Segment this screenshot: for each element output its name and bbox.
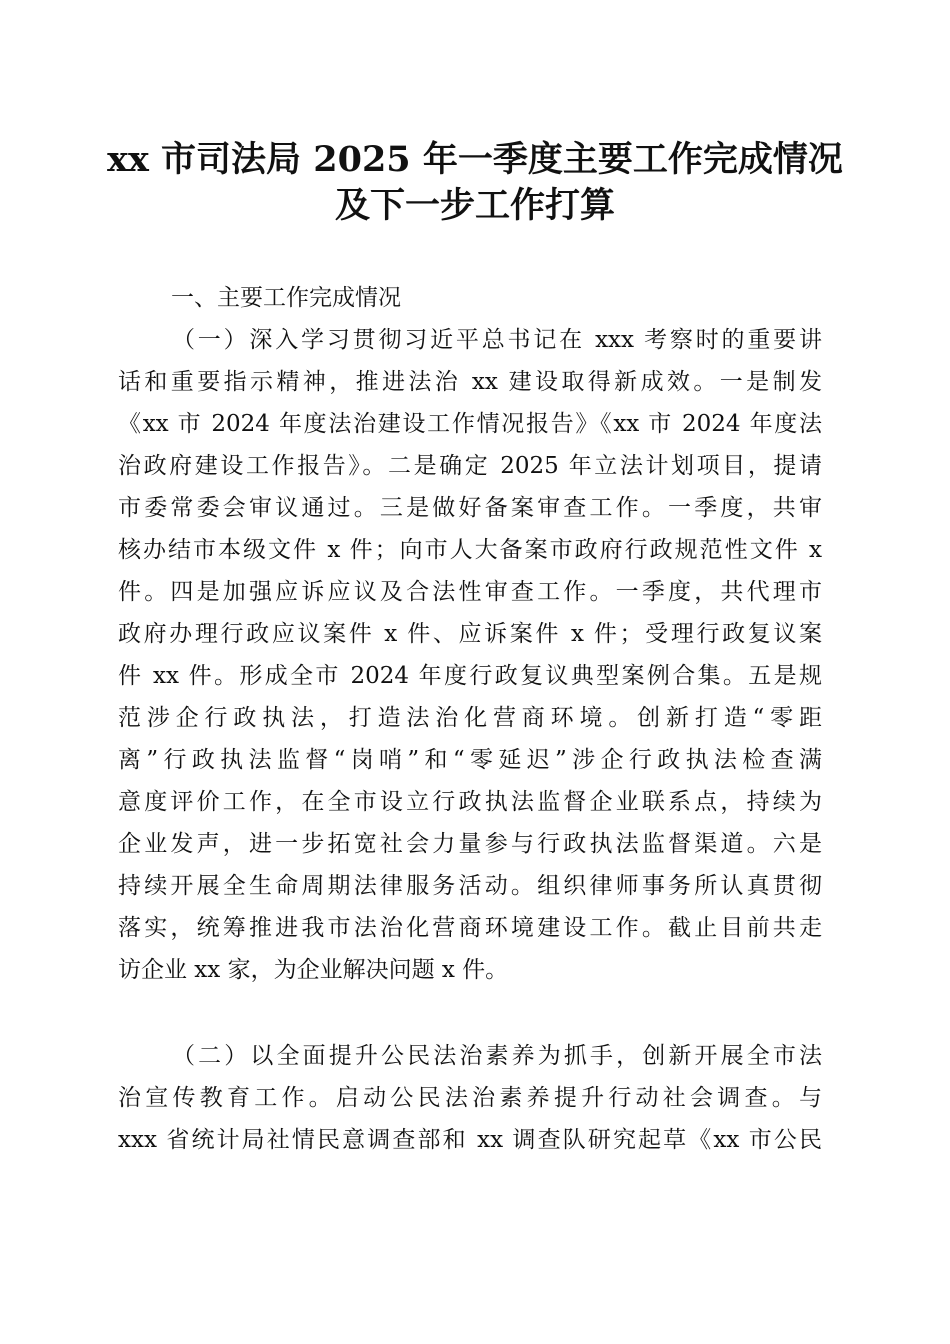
paragraph-1-line: 持续开展全生命周期法律服务活动。组织律师事务所认真贯彻: [118, 873, 822, 899]
paragraph-1-line: 意度评价工作，在全市设立行政执法监督企业联系点，持续为: [118, 789, 822, 815]
paragraph-2-line: xxx 省统计局社情民意调查部和 xx 调查队研究起草《xx 市公民: [118, 1127, 822, 1153]
paragraph-1-line: 范涉企行政执法，打造法治化营商环境。创新打造“零距: [118, 705, 822, 731]
paragraph-2-line: （二）以全面提升公民法治素养为抓手，创新开展全市法: [172, 1043, 822, 1069]
paragraph-1-line: 市委常委会审议通过。三是做好备案审查工作。一季度，共审: [118, 495, 822, 521]
paragraph-2: [118, 1035, 822, 1161]
paragraph-1-line: 访企业 xx 家，为企业解决问题 x 件。: [118, 957, 509, 983]
paragraph-1-line: 政府办理行政应议案件 x 件、应诉案件 x 件；受理行政复议案: [118, 621, 822, 647]
paragraph-1-line: （一）深入学习贯彻习近平总书记在 xxx 考察时的重要讲: [172, 327, 822, 353]
section-heading: 一、主要工作完成情况: [171, 285, 401, 311]
paragraph-1: [118, 319, 822, 991]
paragraph-1-line: 离”行政执法监督“岗哨”和“零延迟”涉企行政执法检查满: [118, 747, 822, 773]
paragraph-1-line: 落实，统筹推进我市法治化营商环境建设工作。截止目前共走: [118, 915, 822, 941]
paragraph-2-line: 治宣传教育工作。启动公民法治素养提升行动社会调查。与: [118, 1085, 822, 1111]
document-title-line-1: xx 市司法局 2025 年一季度主要工作完成情况: [107, 139, 843, 180]
paragraph-1-line: 企业发声，进一步拓宽社会力量参与行政执法监督渠道。六是: [118, 831, 822, 857]
paragraph-1-line: 治政府建设工作报告》。二是确定 2025 年立法计划项目，提请: [118, 453, 822, 479]
paragraph-1-line: 件。四是加强应诉应议及合法性审查工作。一季度，共代理市: [118, 579, 822, 605]
paragraph-1-line: 核办结市本级文件 x 件；向市人大备案市政府行政规范性文件 x: [118, 537, 822, 563]
paragraph-1-line: 件 xx 件。形成全市 2024 年度行政复议典型案例合集。五是规: [118, 663, 822, 689]
paragraph-1-line: 《xx 市 2024 年度法治建设工作情况报告》《xx 市 2024 年度法: [118, 411, 822, 437]
paragraph-1-line: 话和重要指示精神，推进法治 xx 建设取得新成效。一是制发: [118, 369, 822, 395]
document-title-line-2: 及下一步工作打算: [334, 185, 615, 226]
